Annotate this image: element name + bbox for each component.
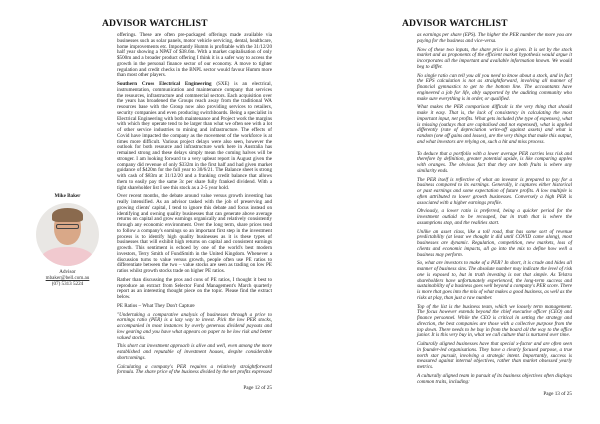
quote-paragraph: To deduce that a portfolio with a lower average PER carries less risk and therefore by definition, greater potential upside, is like comparing apples with oranges. The obvious fact that they are both fruits is where any similarity ends.	[417, 150, 572, 174]
quote-paragraph: Top of the list is the business team, which we loosely term management. The focus however extends beyond the chief executive officer (CEO) and finance personnel. While the CEO is critical in setting the strategy and direction, the best companies are those with a collective purpose from the top down. There needs to be buy in from the board all the way to the office junior. It is this very buy in, what we call culture that is nurtured over time.	[417, 303, 572, 339]
quote-paragraph: So, what are investors to make of a PER? In short, it is crude and hides all manner of business sins. The absolute number may indicate the level of risk one is exposed to, but in truth investing is not that simple. As Telstra shareholders have unfortunately experienced, the long-term success and sustainability of a business goes well beyond a company's PER score. There is more that goes into the mix of what makes a good business, as well as the risks at play, than just a raw number.	[417, 260, 572, 301]
quote-paragraph: "Undertaking a comparative analysis of businesses through a price to earnings ratio (PER) is a lazy way to invest. Pick the low PER stocks, accompanied in most instances by overly generous dividend payouts and low gearing and you have what appears on paper to be low risk and better valued stocks.	[117, 311, 272, 341]
subheading: PE Ratios – What They Don't Capture	[117, 302, 195, 309]
quote-paragraph: A culturally aligned team in pursuit of its business objectives often displays common traits, including:	[417, 372, 572, 385]
quote-continued	[417, 33, 572, 385]
page-number: Page 13 of 25	[543, 391, 572, 398]
humm-section	[117, 33, 272, 191]
advisor-name: Mike Baker	[54, 193, 81, 200]
quote-paragraph: Unlike an asset class, like a toll road, that has some sort of revenue predictability (at least we thought it did until COVID came along), most businesses are dynamic. Regulation, competition, new markets, loss of clients and economic impacts, all go into the mix to define how well a business may perform.	[417, 228, 572, 258]
advisor-row	[30, 194, 272, 379]
page-13-content	[330, 33, 572, 397]
company-name: Southern Cross Electrical Engineering	[117, 81, 212, 87]
advisor-phone: (07) 5313 5224	[51, 280, 84, 287]
paragraph: Rather than discussing the pros and cons of PE ratios, I thought it best to reproduce an extract from Selector Fund Management's March quarterly report as an interesting thought piece on the topic. Please find the extract below.	[117, 276, 272, 300]
quote-paragraph: Obviously, a lower ratio is preferred, being a quicker period for the investment outlaid to be recouped, but in truth that is where the assumptions stop, and the realities start.	[417, 208, 572, 226]
page-13	[300, 0, 600, 424]
advisor-email-link[interactable]: mbaker@bell.com.au	[45, 274, 90, 281]
advisor-avatar	[36, 203, 99, 266]
quote-paragraph: Culturally aligned businesses have that special x-factor and are often seen in founder-led organisations. They have a clearly focused purpose, a true north star pursuit, involving a strategic intent. Importantly, success is measured against internal objectives, rather than market obsessed yearly metrics.	[417, 341, 572, 370]
company-description: (SXE) is an electrical, instrumentation, communication and maintenance company that services the resources, infrastructure and commercial sectors. Each acquisition over the years has broadened the Groups reach away from the traditional WA resources base with the Group now also providing services to retailers, security companies and even producing switchboards. Being a specialist in Electrical Engineering with both maintenance and Project work the margins with which they operate tend to be larger than what we often see with a lot of other service industries to mining and infrastructure. The effects of Covid have impacted the company as the movement of the workforce is at times more difficult. Various project delays were also seen, however the outlook for both resource and infrastructure work here in Australia has remained strong and these delays simply mean the coming halves will be stronger. I am looking forward to a very upbeat report in August given the company did revenue of only $332m in the first half and had given market guidance of $420m for the full year to 30/6/21. The Balance sheet is strong with cash of $83m at 31/12/20 and a franking credit balance that allows them to easily pay the same 3c per share fully franked dividend. With a tight shareholder list I see this stock as a 2-5 year hold.	[117, 81, 272, 191]
page-12-content	[30, 33, 272, 391]
quote-paragraph: The PER itself is reflective of what an investor is prepared to pay for a business compared to its earnings. Generally, it captures either historical or past earnings and some expectation of future profits. A low multiple is often attributed to lower growth businesses. Conversely a high PER is associated with a higher earnings profile.	[417, 176, 572, 206]
quote-paragraph: Now of these two inputs, the share price is a given. It is set by the stock market and as proponents of the efficient market hypothesis would argue it incorporates all the important and available information known. We would beg to differ.	[417, 46, 572, 70]
advisor-card	[30, 194, 105, 287]
advisor-section	[117, 194, 272, 379]
paragraph: Over recent months, the debate around value versus growth investing has really intensified. As an advisor tasked with the job of preserving and growing clients' capital, I tend to ignore this debate and focus instead on identifying and owning quality businesses that can generate above average returns on capital and grow earnings organically and relatively consistently through any economic environment. Over the long term, share prices tend to follow a company's earnings so an important first step in the investment process is to identify high quality businesses as it is these types of businesses that will exhibit high returns on capital and consistent earnings growth. This sentiment is echoed by one of the world's best modern investors, Terry Smith of FundSmith in the United Kingdom. Whenever a discussion turns to value versus growth, people often use PE ratios to differentiate between the two – value stocks are seen as trading on low PE ratios whilst growth stocks trade on higher PE ratios.	[117, 193, 272, 274]
quote-paragraph: Calculating a company's PER requires a relatively straightforward formula. The share price of the business divided by the net profits expressed	[117, 363, 272, 376]
quote-paragraph: as earnings per share (EPS). The higher the PER number the more you are paying for the business and vice-versa.	[417, 32, 572, 44]
quote-paragraph: No single ratio can tell you all you need to know about a stock, and in fact the EPS calculation is not as straightforward, involving all manner of financial gymnastics to get to the bottom line. The accountants have engineered a job for life, ably supported by the auditing community who make sure everything is in order, or qualified.	[417, 72, 572, 102]
advisor-role: Advisor	[59, 269, 76, 276]
paragraph: offerings. These are often pre-packaged offerings made available via businesses such as solar panels, motor vehicle servicing, dental, healthcare, home improvements etc. Importantly Humm is profitable with the 31/12/20 half year showing a NPAT of $38.6m. With a market capitalisation of only $500m and a broader product offering I think it is a safer way to access the growth in the personal finance sector of our economy. A move to tighter regulation and credit checks in the BNPL sector would favour Humm more than most other players.	[117, 32, 272, 79]
quote-paragraph: What makes the PER comparison difficult is the very thing that should make it easy. That is, the lack of consistency in calculating the most important input, net profits. What gets included (the type of expenses), what is missing (outlays that are capitalised and not expensed), what is applied differently (rate of depreciation write-off against assets) and what is random (one off gains and losses), are the very things that make this output, and what investors are relying on, such a hit and miss process.	[417, 104, 573, 145]
page-title: ADVISOR WATCHLIST	[102, 18, 208, 29]
page-number: Page 12 of 25	[243, 385, 272, 391]
paragraph	[117, 82, 272, 191]
page-title: ADVISOR WATCHLIST	[402, 18, 508, 29]
quote-paragraph: This short cut investment approach is alive and well, even among the more established and reputable of investment houses, despite considerable shortcomings.	[117, 343, 272, 361]
